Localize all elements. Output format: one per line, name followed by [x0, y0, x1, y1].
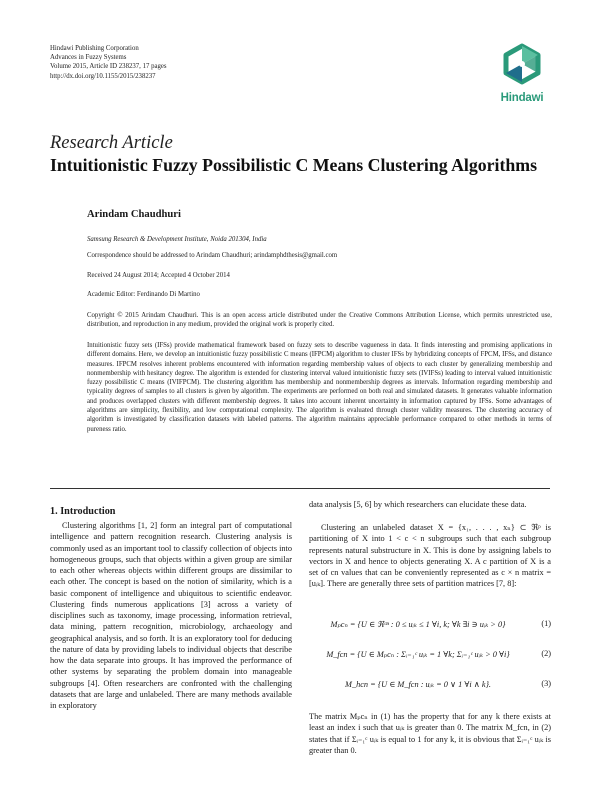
- equation-3-body: M_hcn = {U ∈ M_fcn : uᵢₖ = 0 ∨ 1 ∀i ∧ k}.: [345, 680, 491, 689]
- journal-header: [50, 44, 167, 81]
- section-heading: 1. Introduction: [50, 506, 116, 517]
- paper-title: Intuitionistic Fuzzy Possibilistic C Means Clustering Algorithms: [50, 155, 538, 175]
- correspondence: Correspondence should be addressed to Arindam Chaudhuri; arindamphdthesis@gmail.com: [87, 252, 338, 259]
- logo-wordmark: Hindawi: [500, 92, 544, 104]
- doi-link[interactable]: http://dx.doi.org/10.1155/2015/238237: [50, 72, 156, 80]
- affiliation: Samsung Research & Development Institute, Noida 201304, India: [87, 236, 267, 243]
- hindawi-logo: [494, 40, 550, 106]
- equation-1-body: Mₚcₙ = {U ∈ ℜᶜⁿ : 0 ≤ uᵢₖ ≤ 1 ∀i, k; ∀k ∃i ∋ uᵢₖ > 0}: [330, 620, 506, 629]
- journal-name: Advances in Fuzzy Systems: [50, 54, 127, 62]
- received-dates: Received 24 August 2014; Accepted 4 October 2014: [87, 272, 230, 279]
- equation-1: [309, 619, 551, 635]
- equation-3-number: (3): [541, 679, 551, 688]
- hindawi-logo-icon: [494, 40, 550, 90]
- equation-2: [309, 649, 551, 665]
- author-name: Arindam Chaudhuri: [87, 209, 181, 220]
- article-type: Research Article: [50, 133, 173, 153]
- equation-3: [309, 679, 551, 695]
- intro-right-column-bottom: The matrix Mₚcₙ in (1) has the property that for any k there exists at least an index i such that uᵢₖ is greater than 0. The matrix M_fcn, in (2) states that if Σᵢ₌₁ᶜ uᵢₖ is equal to 1 for any k, it is obvious that Σᵢ₌₁ᶜ uᵢₖ is greater than 0.: [309, 712, 551, 755]
- intro-right-column-para: Clustering an unlabeled dataset X = {x₁, . . . , xₙ} ⊂ ℜᵖ is partitioning of X into 1 < c < n subgroups such that each subgroup represents natural substructure in X. This is done by assigning labels to vectors in X and hence to objects generating X. A c partition of X is a set of cn values that can be conveniently represented as c × n matrix = [uᵢₖ]. There are generally three sets of partition matrices [7, 8]:: [309, 523, 551, 589]
- publisher-name: Hindawi Publishing Corporation: [50, 45, 139, 52]
- academic-editor: Academic Editor: Ferdinando Di Martino: [87, 291, 200, 298]
- equation-1-number: (1): [541, 619, 551, 628]
- intro-left-column: Clustering algorithms [1, 2] form an integral part of computational intelligence and pattern recognition research. Clustering analysis is commonly used as an important tool to classify collection of objects into homogeneous groups, such that objects within a given group are similar to each other whereas objects within different groups are dissimilar to each other. The concept is based on the notion of similarity, which is a basic component of intelligence and ubiquitous to scientific endeavor. Clustering finds numerous applications [3] across a variety of disciplines such as taxonomy, image processing, information retrieval, data mining, pattern recognition, microbiology, archaeology and geographical analysis, and so forth. It is an exploratory tool for deducing the nature of data by providing labels to individual objects that describe how the data separate into groups. It has improved the performance of other systems by separating the problem domain into manageable subgroups [4]. Often researchers are confronted with the challenging datasets that are large and unlabeled. There are many methods available in exploratory: [50, 521, 292, 710]
- abstract: Intuitionistic fuzzy sets (IFSs) provide mathematical framework based on fuzzy sets to describe vagueness in data. It finds interesting and promising applications in different domains. Here, we develop an intuitionistic fuzzy possibilistic C means (IFPCM) algorithm to cluster IFSs by hybridizing concepts of FPCM, IFSs, and distance measures. IFPCM resolves inherent problems encountered with information regarding membership values of objects to each cluster by generalizing membership and nonmembership with hesitancy degree. The algorithm is extended for clustering interval valued intuitionistic fuzzy sets (IVIFSs) leading to interval valued intuitionistic fuzzy possibilistic C means (IVIFPCM). The clustering algorithm has membership and nonmembership degrees as intervals. Information regarding membership and typicality degrees of samples to all clusters is given by algorithm. The experiments are performed on both real and simulated datasets. It generates valuable information and produces overlapped clusters with different membership degrees. It takes into account inherent uncertainty in information captured by IFSs. Some advantages of algorithms are simplicity, flexibility, and low computational complexity. The algorithm is evaluated through cluster validity measures. The clustering accuracy of algorithm is investigated by classification datasets with labeled patterns. The algorithm maintains appreciable performance compared to other methods in terms of pureness ratio.: [87, 342, 552, 433]
- equation-2-number: (2): [541, 649, 551, 658]
- equation-2-body: M_fcn = {U ∈ Mₚcₙ : Σᵢ₌₁ᶜ uᵢₖ = 1 ∀k; Σᵢ₌₁ᶜ uᵢₖ > 0 ∀i}: [326, 650, 510, 659]
- copyright-notice: Copyright © 2015 Arindam Chaudhuri. This is an open access article distributed under the Creative Commons Attribution License, which permits unrestricted use, distribution, and reproduction in any medium, provided the original work is properly cited.: [87, 312, 552, 329]
- volume-line: Volume 2015, Article ID 238237, 17 pages: [50, 63, 167, 71]
- intro-right-column-top: data analysis [5, 6] by which researchers can elucidate these data.: [309, 500, 527, 509]
- section-divider: [50, 488, 550, 489]
